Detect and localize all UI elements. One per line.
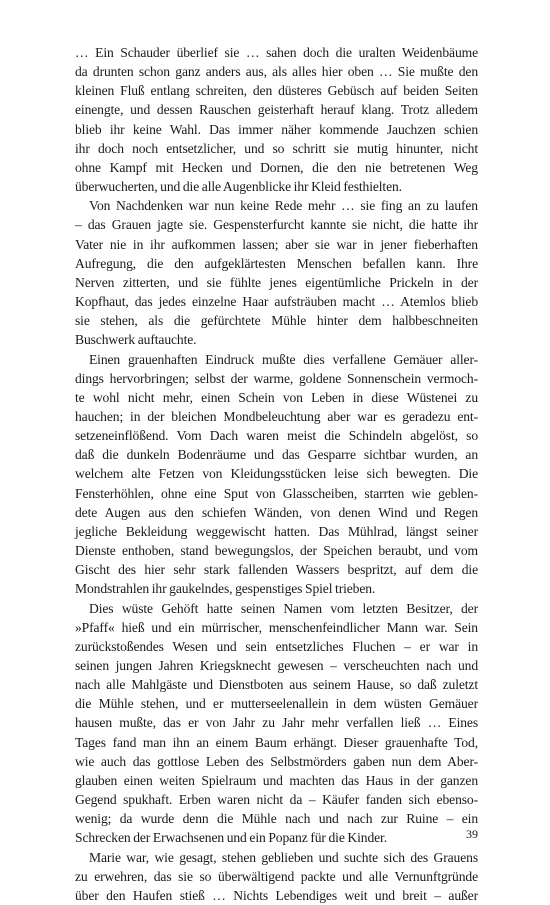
- page-number: 39: [466, 827, 478, 841]
- paragraph: [75, 43, 478, 196]
- text-line: Aufregung, die den aufgeklärtesten Menschen befallen kann. Ihre: [75, 255, 478, 271]
- text-line: nach alle Mahlgäste und Dienstboten aus seinem Hause, so daß zuletzt: [75, 677, 478, 693]
- text-line: Vater nie in ihr aufkommen lassen; aber sie war in jener fieberhaften: [75, 236, 478, 252]
- text-line: kleinen Fluß entlang schreiten, den düsteres Gebüsch auf beiden Seiten: [75, 83, 478, 99]
- text-line: setzeneinflößend. Vom Dach waren meist die Schindeln abgelöst, so: [75, 428, 478, 444]
- text-line: … Ein Schauder überlief sie … sahen doch die uralten Weidenbäume: [75, 45, 478, 60]
- text-line: Gegend spukhaft. Erben waren nicht da – Käufer fanden sich ebenso-: [75, 792, 478, 808]
- text-line: da drunten schon ganz anders aus, als alles hier oben … Sie mußte den: [75, 64, 478, 80]
- text-line: te wohl nicht mehr, einen Schein von Leben in diese Wüstenei zu: [75, 389, 478, 405]
- text-line: ihr doch noch entsetzlicher, und so schritt sie mutig hinunter, nicht: [75, 140, 478, 156]
- text-line: welchem alte Fetzen von Kleidungsstücken leise sich bewegten. Die: [75, 466, 478, 482]
- text-line: Tages fand man ihn an einem Baum erhängt. Dieser grauenhafte Tod,: [75, 734, 478, 750]
- paragraph: [75, 350, 478, 599]
- text-line: dings hervorbringen; selbst der warme, goldene Sonnenschein vermoch-: [75, 370, 478, 386]
- text-line: einengte, und dessen Rauschen geisterhaft herauf klang. Trotz alledem: [75, 102, 478, 118]
- paragraph: [75, 196, 478, 349]
- text-line: zurückstoßendes Wesen und sein entsetzliches Fluchen – er war in: [75, 638, 478, 654]
- text-line: ohne Kampf mit Hecken und Dornen, die den nie betretenen Weg: [75, 159, 478, 175]
- text-line: Nerven zitterten, und sie fühlte jenes eigentümliche Prickeln in der: [75, 274, 478, 290]
- text-line: – das Grauen jagte sie. Gespensterfurcht kannte sie nicht, die hatte ihr: [75, 217, 478, 233]
- text-line: Kopfhaut, das jedes einzelne Haar aufsträuben macht … Atemlos blieb: [75, 294, 478, 310]
- text-line: seinen jungen Jahren Kriegsknecht gewesen – verscheuchten nach und: [75, 658, 478, 673]
- text-line: Gischt des hier sehr stark fallenden Wassers bespritzt, auf dem die: [75, 562, 478, 578]
- text-line: Mondstrahlen ihr gaukelndes, gespenstiges Spiel trieben.: [75, 581, 376, 597]
- text-line: wie auch das gottlose Leben des Selbstmörders gaben nun dem Aber-: [75, 753, 478, 769]
- text-line: hauchen; in der bleichen Mondbeleuchtung aber war es geradezu ent-: [75, 408, 478, 424]
- text-line: Fensterhöhlen, ohne eine Sput von Glasscheiben, starrten wie geblen-: [75, 485, 478, 501]
- text-line: zu erwehren, das sie so überwältigend packte und alle Vernunftgründe: [75, 868, 478, 884]
- text-line: daß die dunkeln Bodenräume und das Gesparre sichtbar wurden, an: [75, 447, 478, 463]
- book-page-text: [75, 43, 478, 905]
- text-line: hausen mußte, das er von Jahr zu Jahr mehr verfallen ließ … Eines: [75, 715, 478, 731]
- text-line: wenig; da wurde denn die Mühle nach und nach zur Ruine – ein: [75, 811, 478, 827]
- paragraph: [75, 599, 478, 848]
- text-line: Dies wüste Gehöft hatte seinen Namen vom letzten Besitzer, der: [89, 600, 478, 616]
- text-line: blieb ihr keine Wahl. Das immer näher kommende Jauchzen schien: [75, 121, 478, 137]
- text-line: »Pfaff« hieß und ein mürrischer, menschenfeindlicher Mann war. Sein: [75, 619, 478, 635]
- text-line: dete Augen aus den schiefen Wänden, von denen Wind und Regen: [75, 504, 478, 520]
- text-line: überwucherten, und die alle Augenblicke ihr Kleid festhielten.: [75, 179, 402, 195]
- text-line: Einen grauenhaften Eindruck mußte dies verfallene Gemäuer aller-: [89, 351, 478, 367]
- text-line: glauben einen weiten Spielraum und machten das Haus in der ganzen: [75, 772, 478, 788]
- text-line: Dienste enthoben, stand bewegungslos, der Speichen beraubt, und vom: [75, 543, 478, 559]
- text-line: Von Nachdenken war nun keine Rede mehr … sie fing an zu laufen: [89, 198, 478, 214]
- text-line: Buschwerk auftauchte.: [75, 332, 197, 348]
- text-line: Marie war, wie gesagt, stehen geblieben und suchte sich des Grauens: [89, 849, 478, 865]
- text-line: sie stehen, als die gefürchtete Mühle hinter dem halbbeschneiten: [75, 313, 478, 329]
- text-line: über den Haufen stieß … Nichts Lebendiges weit und breit – außer: [75, 887, 478, 903]
- text-line: jegliche Bekleidung weggewischt hatten. Das Mühlrad, längst seiner: [75, 523, 478, 539]
- paragraph: [75, 848, 478, 905]
- text-line: Schrecken der Erwachsenen und ein Popanz für die Kinder.: [75, 830, 387, 846]
- text-line: die Mühle stehen, und er mutterseelenallein in dem wüsten Gemäuer: [75, 696, 478, 712]
